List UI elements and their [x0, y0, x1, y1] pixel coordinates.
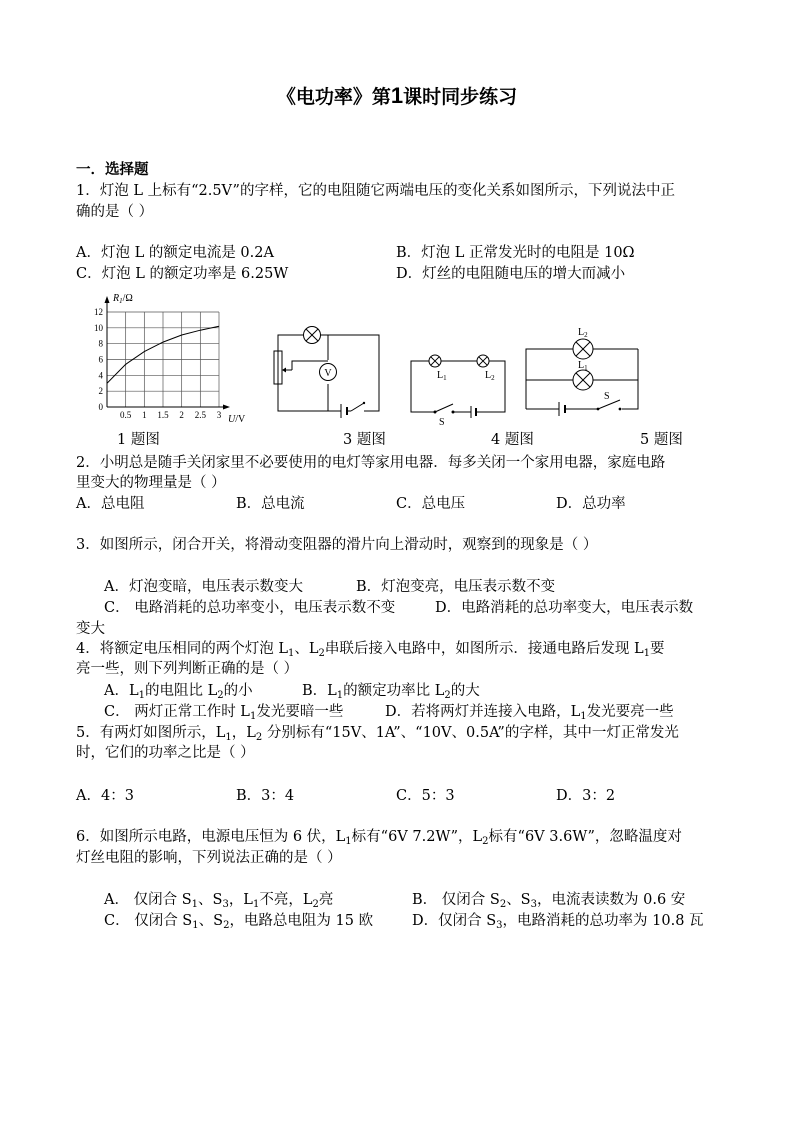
- q3-option-d-continued: 变大: [76, 621, 105, 637]
- caption-fig5: 5 题图: [640, 432, 683, 448]
- x-axis-arrow: [223, 405, 230, 410]
- q1-option-d: D．灯丝的电阻随电压的增大而减小: [396, 266, 626, 282]
- q6-stem-line1: 6．如图所示电路，电源电压恒为 6 伏，$L_1$标有“6V 7.2W”，$L_2$标有“6V 3.6W”，忽略温度对: [76, 829, 682, 847]
- q5-option-a: A．4：3: [76, 788, 134, 804]
- q5-option-c: C．5：3: [396, 788, 455, 804]
- q4-stem-line1: 4．将额定电压相同的两个灯泡 $L_1$、$L_2$串联后接入电路中，如图所示．接通电路后发现 $L_1$要: [76, 641, 665, 659]
- q2-option-a: A．总电阻: [76, 496, 145, 512]
- page-title: 《电功率》第1课时同步练习: [276, 83, 518, 108]
- q6-stem-line2: 灯丝电阻的影响，下列说法正确的是（ ）: [76, 850, 342, 866]
- q5-stem-line2: 时，它们的功率之比是（ ）: [76, 745, 255, 761]
- x-tick-label: 3: [216, 410, 222, 420]
- y-tick-label: 4: [98, 370, 103, 381]
- y-tick-label: 12: [94, 307, 103, 317]
- q5-option-b: B．3：4: [236, 788, 295, 804]
- caption-fig3: 3 题图: [343, 432, 386, 448]
- caption-fig1: 1 题图: [117, 432, 160, 448]
- q3-option-a: A．灯泡变暗，电压表示数变大: [104, 579, 303, 595]
- q1-stem-line2: 确的是（ ）: [76, 204, 154, 220]
- q6-option-c: C． 仅闭合 $S_1$、$S_2$，电路总电阻为 15 欧: [104, 913, 374, 931]
- x-tick-label: 2: [179, 410, 184, 420]
- x-axis-label: U/V: [228, 414, 246, 425]
- y-tick-label: 8: [98, 338, 103, 349]
- q5-option-d: D．3：2: [556, 788, 616, 804]
- q2-stem-line1: 2．小明总是随手关闭家里不必要使用的电灯等家用电器．每多关闭一个家用电器，家庭电路: [76, 455, 666, 471]
- q3-option-b: B．灯泡变亮，电压表示数不变: [356, 579, 556, 595]
- y-axis-label: $R_1/\Omega$: [113, 293, 133, 305]
- q3-option-c: C． 电路消耗的总功率变小，电压表示数不变: [104, 600, 396, 616]
- q2-stem-line2: 里变大的物理量是（ ）: [76, 475, 226, 491]
- q4-option-b: B．$L_1$的额定功率比 $L_2$的大: [302, 683, 480, 701]
- x-tick-label: 2.5: [194, 410, 206, 420]
- q4-option-c: C． 两灯正常工作时 $L_1$发光要暗一些: [104, 704, 344, 722]
- figure-4-circuit: [405, 340, 513, 428]
- q1-option-c: C．灯泡 L 的额定功率是 6.25W: [76, 266, 289, 282]
- q2-option-d: D．总功率: [556, 496, 626, 512]
- label-l2: $L_2$: [578, 327, 588, 339]
- q3-stem: 3．如图所示，闭合开关，将滑动变阻器的滑片向上滑动时，观察到的现象是（ ）: [76, 537, 598, 553]
- q2-option-c: C．总电压: [396, 496, 466, 512]
- label-l1: $L_1$: [578, 360, 588, 372]
- q4-option-a: A．$L_1$的电阻比 $L_2$的小: [104, 683, 253, 701]
- y-tick-label: 2: [98, 386, 103, 397]
- q4-stem-line2: 亮一些，则下列判断正确的是（ ）: [76, 661, 299, 677]
- label-l1: $L_1$: [437, 370, 447, 382]
- q3-option-d: D．电路消耗的总功率变大，电压表示数: [435, 600, 694, 616]
- q1-option-a: A．灯泡 L 的额定电流是 0.2A: [76, 245, 274, 261]
- x-tick-label: 1.5: [157, 410, 169, 420]
- x-tick-label: 0.5: [120, 410, 132, 420]
- q6-option-a: A． 仅闭合 $S_1$、$S_3$，$L_1$不亮，$L_2$亮: [104, 892, 334, 910]
- y-tick-label: 6: [98, 354, 103, 365]
- q4-option-d: D．若将两灯并连接入电路，$L_1$发光要亮一些: [385, 704, 674, 722]
- caption-fig4: 4 题图: [491, 432, 534, 448]
- y-axis-arrow: [105, 296, 110, 303]
- q1-stem-line1: 1．灯泡 L 上标有“2.5V”的字样，它的电阻随它两端电压的变化关系如图所示，下列说法中正: [76, 183, 675, 199]
- q5-stem-line1: 5．有两灯如图所示，$L_1$，$L_2$ 分别标有“15V、1A”、“10V、0.5A”的字样，其中一灯正常发光: [76, 725, 679, 743]
- figure-3-circuit: [268, 318, 396, 428]
- q6-option-b: B． 仅闭合 $S_2$、$S_3$，电流表读数为 0.6 安: [412, 892, 686, 910]
- section-heading: 一．选择题: [76, 161, 149, 178]
- figure-5-circuit: [520, 322, 648, 428]
- voltmeter-label: V: [324, 368, 332, 379]
- q1-option-b: B．灯泡 L 正常发光时的电阻是 10Ω: [396, 245, 635, 261]
- x-tick-label: 1: [142, 410, 147, 420]
- label-l2: $L_2$: [485, 370, 495, 382]
- label-switch: S: [604, 391, 610, 402]
- y-tick-label: 10: [94, 322, 103, 333]
- q2-option-b: B．总电流: [236, 496, 305, 512]
- figure-1-graph: [82, 288, 254, 428]
- label-switch: S: [439, 417, 445, 428]
- q6-option-d: D．仅闭合 $S_3$，电路消耗的总功率为 10.8 瓦: [412, 913, 704, 931]
- y-tick-label: 0: [98, 402, 103, 412]
